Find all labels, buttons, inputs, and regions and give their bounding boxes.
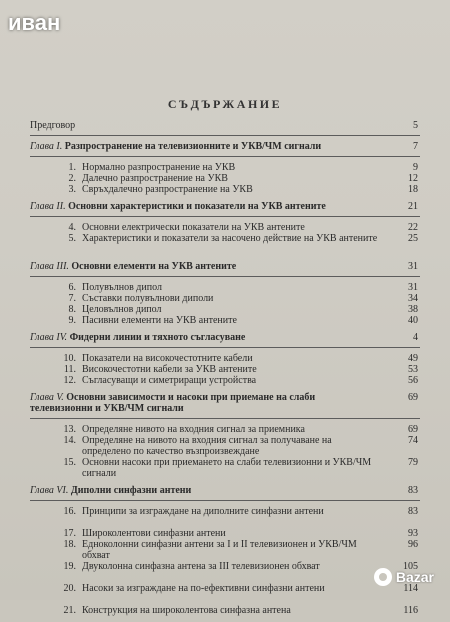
toc-chapter-title-wrap — [30, 332, 245, 343]
toc-chapter-title: Разпространение на телевизионните и УКВ/ЧМ сигнали — [64, 141, 322, 152]
toc-chapter-title-wrap — [30, 392, 370, 414]
toc-entry-page: 22 — [408, 222, 418, 233]
section-gap — [30, 616, 420, 622]
toc-entry-page: 18 — [408, 184, 418, 195]
toc-entry-number: 20. — [63, 583, 76, 594]
toc-entry-number: 17. — [63, 528, 76, 539]
toc-entry-text: Конструкция на широколентова синфазна антена — [82, 605, 291, 616]
toc-chapter-label: Глава II. — [30, 201, 66, 212]
toc-entry-number: 5. — [68, 233, 76, 244]
toc-entry-text: Далечно разпространение на УКВ — [82, 173, 228, 184]
toc-entry-row — [30, 282, 420, 293]
toc-entry-number: 19. — [63, 561, 76, 572]
toc-preface-page: 5 — [413, 120, 418, 131]
toc-chapter-heading — [30, 141, 420, 152]
toc-entry-row — [30, 539, 420, 561]
toc-entry-text: Полувълнов дипол — [82, 282, 162, 293]
toc-chapter-title-wrap — [30, 261, 236, 272]
toc-entry-text: Целовълнов дипол — [82, 304, 162, 315]
toc-entry-number: 2. — [68, 173, 76, 184]
toc-preface-text: Предговор — [30, 120, 76, 131]
toc-entry-row — [30, 506, 420, 528]
toc-entry-page: 114 — [403, 583, 418, 594]
bazar-logo-icon — [374, 568, 392, 586]
toc-entry-number: 10. — [63, 353, 76, 364]
toc-entry-number: 12. — [63, 375, 76, 386]
toc-entry-text: Двуколонна синфазна антена за III телевизионен обхват — [82, 561, 320, 572]
toc-entry-text: Широколентови синфазни антени — [82, 528, 226, 539]
toc-chapter-title: Фидерни линии и тяхното съгласуване — [69, 332, 246, 343]
toc-chapter-page: 83 — [408, 485, 418, 496]
toc-entry-text: Високочестотни кабели за УКВ антените — [82, 364, 257, 375]
divider — [30, 500, 420, 501]
toc-entry-page: 34 — [408, 293, 418, 304]
toc-chapter-page: 7 — [413, 141, 418, 152]
table-of-contents — [30, 120, 420, 622]
toc-entry-number: 15. — [63, 457, 76, 468]
toc-entry-row — [30, 435, 420, 457]
toc-entry-number: 16. — [63, 506, 76, 517]
toc-entry-page: 12 — [408, 173, 418, 184]
toc-entry-page: 49 — [408, 353, 418, 364]
toc-entry-row — [30, 233, 420, 255]
toc-chapter-heading — [30, 261, 420, 272]
toc-chapter-label: Глава IV. — [30, 332, 68, 343]
toc-chapter-title: Диполни синфазни антени — [70, 485, 192, 496]
toc-chapter-title-wrap — [30, 141, 321, 152]
toc-entry-number: 9. — [68, 315, 76, 326]
toc-entry-number: 7. — [68, 293, 76, 304]
toc-entry-row — [30, 561, 420, 583]
toc-entry-page: 79 — [408, 457, 418, 468]
toc-chapter-heading — [30, 485, 420, 496]
toc-chapter-heading — [30, 332, 420, 343]
toc-chapter-page: 69 — [408, 392, 418, 403]
toc-entry-page: 96 — [408, 539, 418, 550]
bazar-logo-text: Bazar — [395, 569, 434, 585]
toc-entry-text: Нормално разпространение на УКВ — [82, 162, 236, 173]
toc-entry-text: Определяне нивото на входния сигнал за приемника — [82, 424, 305, 435]
toc-entry-page: 69 — [408, 424, 418, 435]
toc-entry-row — [30, 184, 420, 195]
toc-entry-text: Съставки полувълнови диполи — [82, 293, 214, 304]
toc-entry-page: 83 — [408, 506, 418, 517]
toc-entry-page: 53 — [408, 364, 418, 375]
toc-entry-number: 18. — [63, 539, 76, 550]
toc-chapter-label: Глава I. — [30, 141, 63, 152]
toc-chapter-heading — [30, 201, 420, 212]
toc-entry-page: 38 — [408, 304, 418, 315]
toc-entry-row — [30, 424, 420, 435]
toc-entry-number: 4. — [68, 222, 76, 233]
toc-entry-page: 105 — [403, 561, 418, 572]
toc-entry-number: 13. — [63, 424, 76, 435]
bazar-logo — [374, 568, 434, 586]
toc-entry-row — [30, 583, 420, 605]
toc-entry-number: 11. — [63, 364, 76, 375]
divider — [30, 216, 420, 217]
toc-entry-row — [30, 375, 420, 386]
toc-chapters — [30, 141, 420, 622]
toc-entry-number: 6. — [68, 282, 76, 293]
toc-entry-text: Основни насоки при приемането на слаби телевизионни и УКВ/ЧМ сигнали — [82, 457, 372, 479]
toc-entry-row — [30, 162, 420, 173]
toc-entry-row — [30, 173, 420, 184]
toc-entry-page: 56 — [408, 375, 418, 386]
divider — [30, 418, 420, 419]
toc-entry-number: 21. — [63, 605, 76, 616]
toc-entry-page: 31 — [408, 282, 418, 293]
divider — [30, 156, 420, 157]
toc-entry-text: Насоки за изграждане на по-ефективни синфазни антени — [82, 583, 325, 594]
user-watermark: иван — [8, 10, 61, 35]
toc-entry-text: Определяне на нивото на входния сигнал за получаване на определено по качество възпроизвеждане — [82, 435, 332, 457]
toc-preface-row — [30, 120, 420, 131]
toc-entry-row — [30, 293, 420, 304]
toc-chapter-title: Основни характеристики и показатели на УКВ антените — [68, 201, 326, 212]
toc-entry-row — [30, 364, 420, 375]
page-title: СЪДЪРЖАНИЕ — [167, 97, 283, 111]
toc-chapter-page: 4 — [413, 332, 418, 343]
toc-entry-text: Принципи за изграждане на диполните синфазни антени — [82, 506, 324, 517]
toc-entry-page: 74 — [408, 435, 418, 446]
toc-entry-text: Основни електрически показатели на УКВ антените — [82, 222, 305, 233]
toc-entry-text: Едноколонни синфазни антени за I и II телевизионен и УКВ/ЧМ обхват — [82, 539, 357, 561]
toc-entry-page: 9 — [413, 162, 418, 173]
toc-chapter-title-wrap — [30, 485, 191, 496]
toc-entry-number: 14. — [63, 435, 76, 446]
toc-entry-text: Показатели на високочестотните кабели — [82, 353, 253, 364]
toc-entry-row — [30, 222, 420, 233]
toc-chapter-page: 21 — [408, 201, 418, 212]
toc-entry-page: 25 — [408, 233, 418, 244]
toc-entry-number: 3. — [68, 184, 76, 195]
toc-chapter-heading — [30, 392, 420, 414]
divider — [30, 347, 420, 348]
divider — [30, 276, 420, 277]
toc-entry-page: 116 — [403, 605, 418, 616]
toc-entry-row — [30, 315, 420, 326]
toc-entry-text: Пасивни елементи на УКВ антените — [82, 315, 237, 326]
toc-entry-number: 8. — [68, 304, 76, 315]
toc-chapter-label: Глава III. — [30, 261, 69, 272]
toc-entry-row — [30, 353, 420, 364]
toc-entry-text: Свръхдалечно разпространение на УКВ — [82, 184, 253, 195]
toc-entry-number: 1. — [68, 162, 76, 173]
toc-chapter-label: Глава VI. — [30, 485, 69, 496]
toc-chapter-title-wrap — [30, 201, 326, 212]
toc-chapter-title: Основни елементи на УКВ антените — [71, 261, 237, 272]
toc-entry-text: Съгласуващи и симетриращи устройства — [82, 375, 257, 386]
toc-entry-page: 40 — [408, 315, 418, 326]
toc-entry-row — [30, 528, 420, 539]
toc-entry-row — [30, 605, 420, 616]
toc-entry-row — [30, 457, 420, 479]
divider — [30, 135, 420, 136]
toc-chapter-label: Глава V. — [30, 392, 64, 403]
toc-entry-row — [30, 304, 420, 315]
toc-entry-page: 93 — [408, 528, 418, 539]
toc-chapter-title: Основни зависимости и насоки при приемане на слаби телевизионни и УКВ/ЧМ сигнали — [30, 392, 316, 414]
toc-chapter-page: 31 — [408, 261, 418, 272]
toc-entry-text: Характеристики и показатели за насочено действие на УКВ антените — [82, 233, 378, 244]
